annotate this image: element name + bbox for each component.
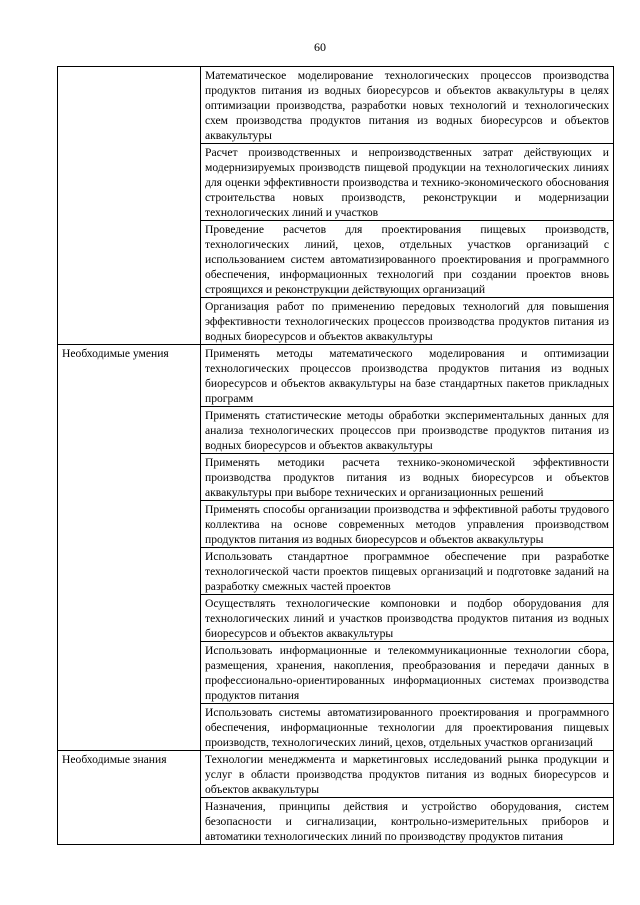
requirement-text: Использовать системы автоматизированного проектирования и программного обеспечения, информационные технологии для проектирования пищевых производств, технологических линий, цехов, отдельных участков организаций (201, 704, 614, 751)
requirement-text: Применять методики расчета технико-экономической эффективности производства продуктов питания из водных биоресурсов и объектов аквакультуры при выборе технических и организационных решений (201, 454, 614, 501)
requirement-text: Проведение расчетов для проектирования пищевых производств, технологических линий, цехов, отдельных участков организаций с использованием систем автоматизированного проектирования и программного обеспечения, информационных технологий при создании проектов вновь строящихся и реконструкции действующих организаций (201, 221, 614, 298)
requirement-text: Осуществлять технологические компоновки и подбор оборудования для технологических линий и участков производства продуктов питания из водных биоресурсов и объектов аквакультуры (201, 595, 614, 642)
requirement-text: Использовать стандартное программное обеспечение при разработке технологической части проектов пищевых организаций и подготовке заданий на разработку смежных частей проектов (201, 548, 614, 595)
requirement-text: Организация работ по применению передовых технологий для повышения эффективности технологических процессов производства продуктов питания из водных биоресурсов и объектов аквакультуры (201, 298, 614, 345)
requirement-text: Математическое моделирование технологических процессов производства продуктов питания из водных биоресурсов и объектов аквакультуры в целях оптимизации производства, разработки новых технологий и технологических схем производства продуктов питания из водных биоресурсов и объектов аквакультуры (201, 67, 614, 144)
row-label: Необходимые знания (58, 751, 201, 845)
requirement-text: Назначения, принципы действия и устройство оборудования, систем безопасности и сигнализации, контрольно-измерительных приборов и автоматики технологических линий по производству продуктов питания (201, 798, 614, 845)
requirement-text: Применять статистические методы обработки экспериментальных данных для анализа технологических процессов при производстве продуктов питания из водных биоресурсов и объектов аквакультуры (201, 407, 614, 454)
row-label (58, 67, 201, 345)
table-row (58, 345, 614, 407)
requirement-text: Расчет производственных и непроизводственных затрат действующих и модернизируемых производств пищевой продукции на технологических линиях для оценки эффективности производства и технико-экономического обоснования строительства новых производств, реконструкции и модернизации технологических линий и участков (201, 144, 614, 221)
requirement-text: Применять методы математического моделирования и оптимизации технологических процессов производства продуктов питания из водных биоресурсов и объектов аквакультуры на базе стандартных пакетов прикладных программ (201, 345, 614, 407)
table-row (58, 751, 614, 798)
row-label: Необходимые умения (58, 345, 201, 751)
requirement-text: Применять способы организации производства и эффективной работы трудового коллектива на основе современных методов управления производством продуктов питания из водных биоресурсов и объектов аквакультуры (201, 501, 614, 548)
page-number: 60 (314, 40, 326, 54)
table-row (58, 67, 614, 144)
requirement-text: Использовать информационные и телекоммуникационные технологии сбора, размещения, хранения, накопления, преобразования и передачи данных в профессионально-ориентированных информационных системах производства продуктов питания (201, 642, 614, 704)
requirement-text: Технологии менеджмента и маркетинговых исследований рынка продукции и услуг в области производства продуктов питания из водных биоресурсов и объектов аквакультуры (201, 751, 614, 798)
competency-table (57, 66, 614, 845)
